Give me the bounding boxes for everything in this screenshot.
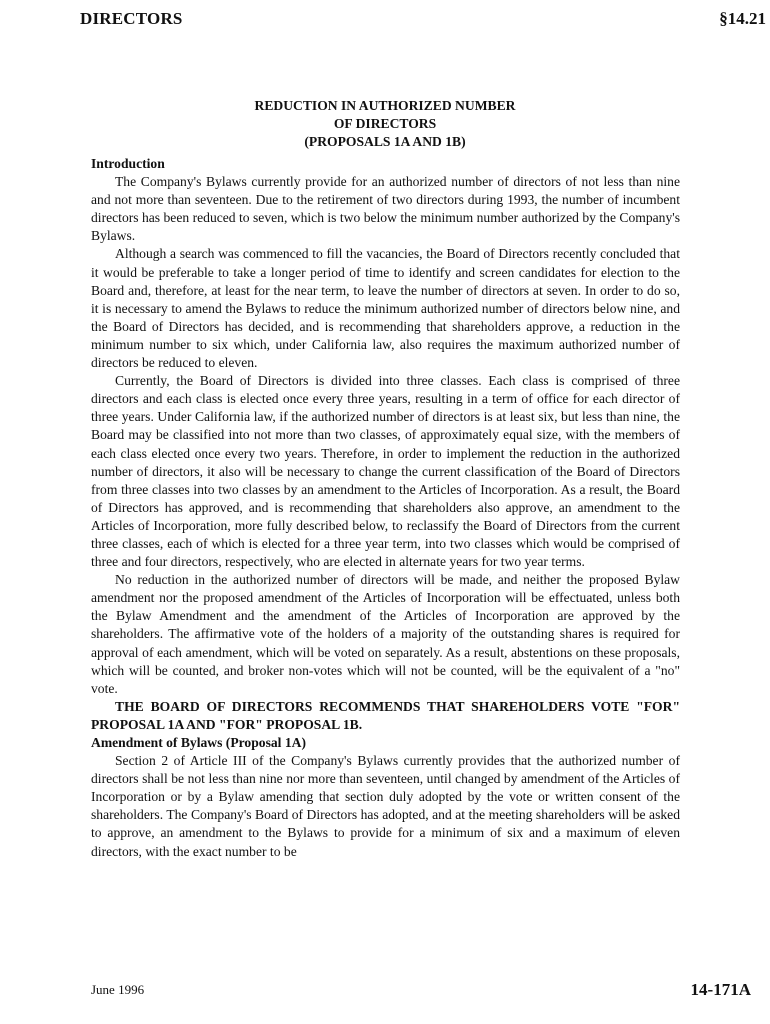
intro-paragraph-2: Although a search was commenced to fill the vacancies, the Board of Directors recently concluded that it would be preferable to take a longer period of time to identify and screen candidates for election to the Board and, therefore, at least for the near term, to leave the number of directors at seven. In order to do so, it is necessary to amend the Bylaws to reduce the minimum authorized number of directors below nine, and the Board of Directors has decided, and is recommending that shareholders approve, a reduction in the minimum number to six which, under California law, also requires the maximum authorized number of directors be reduced to eleven.	[91, 246, 680, 371]
board-recommendation: THE BOARD OF DIRECTORS RECOMMENDS THAT SHAREHOLDERS VOTE "FOR" PROPOSAL 1A AND "FOR" PROPOSAL 1B.	[91, 698, 680, 732]
amendment-heading: Amendment of Bylaws (Proposal 1A)	[91, 735, 306, 750]
footer-date: June 1996	[91, 982, 145, 997]
footer-page-number: 14-171A	[690, 980, 751, 999]
introduction-heading: Introduction	[91, 156, 165, 171]
intro-paragraph-3: Currently, the Board of Directors is divided into three classes. Each class is comprised of three directors and each class is elected once every three years, resulting in a term of office for each director of three years. Under California law, if the authorized number of directors is at least six, but less than nine, the Board may be classified into not more than two classes, of approximately equal size, with the members of each class elected once every two years. Therefore, in order to implement the reduction in the authorized number of directors, it also will be necessary to change the current classification of the Board of Directors from three classes into two classes by an amendment to the Articles of Incorporation. As a result, the Board of Directors has approved, and is recommending that shareholders also approve, an amendment to the Articles of Incorporation, more fully described below, to reclassify the Board of Directors from the current three classes, each of which is elected for a three year term, into two classes which would be comprised of three and four directors, respectively, who are elected in alternate years for two year terms.	[91, 373, 680, 570]
amendment-paragraph: Section 2 of Article III of the Company's Bylaws currently provides that the authorized number of directors shall be not less than nine nor more than seventeen, until changed by amendment of the Articles of Incorporation or by a Bylaw amending that section duly adopted by the vote or written consent of the shareholders. The Company's Board of Directors has adopted, and at the meeting shareholders will be asked to approve, an amendment to the Bylaws to provide for a minimum of six and a maximum of eleven directors, with the exact number to be	[91, 753, 680, 859]
intro-paragraph-4: No reduction in the authorized number of directors will be made, and neither the proposed Bylaw amendment nor the proposed amendment of the Articles of Incorporation will be effectuated, unless both the Bylaw Amendment and the amendment of the Articles of Incorporation are approved by the shareholders. The affirmative vote of the holders of a majority of the outstanding shares is required for approval of each amendment, which will be voted on separately. As a result, abstentions on these proposals, which will be counted, and broker non-votes which will not be counted, will be the equivalent of a "no" vote.	[91, 572, 680, 696]
running-header-section: DIRECTORS	[80, 9, 183, 28]
document-body	[91, 155, 680, 861]
title-line-3: (PROPOSALS 1A AND 1B)	[304, 134, 466, 149]
title-line-2: OF DIRECTORS	[333, 116, 437, 131]
intro-paragraph-1: The Company's Bylaws currently provide for an authorized number of directors of not less than nine and not more than seventeen. Due to the retirement of two directors during 1993, the number of incumbent directors has been reduced to seven, which is two below the minimum number authorized by the Company's Bylaws.	[91, 174, 680, 244]
title-line-1: REDUCTION IN AUTHORIZED NUMBER	[254, 98, 516, 113]
running-header-section-number: §14.21	[719, 9, 766, 28]
